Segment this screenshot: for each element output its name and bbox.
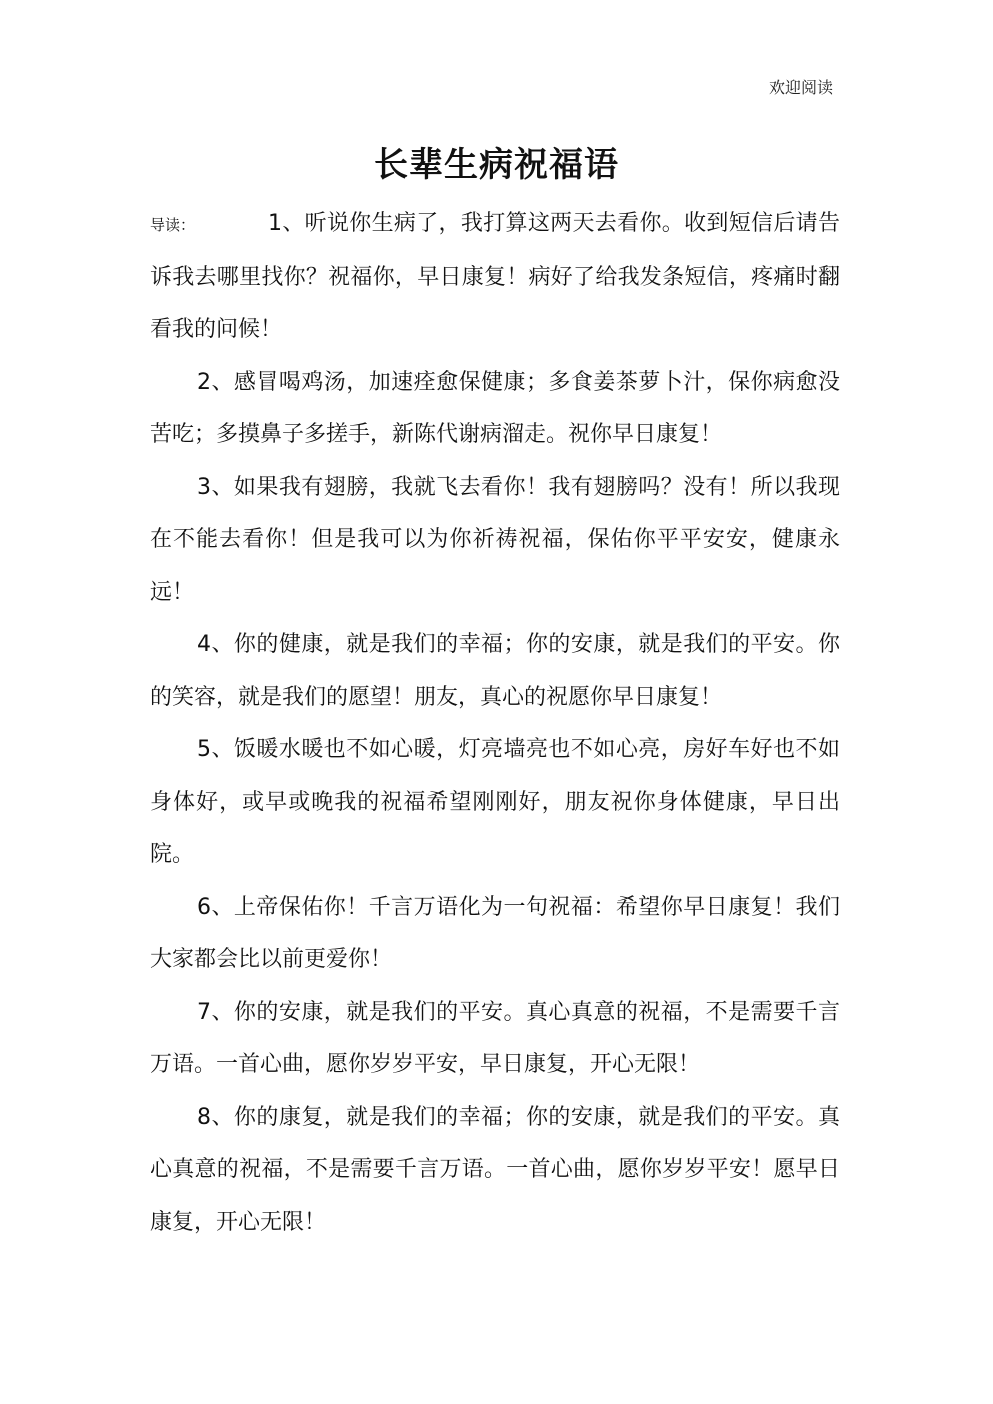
lead-label: 导读：: [150, 216, 196, 234]
paragraph-7: 7、你的安康，就是我们的平安。真心真意的祝福，不是需要千言万语。一首心曲，愿你岁岁平安，早日康复，开心无限！: [150, 999, 840, 1077]
paragraph-1: [150, 198, 840, 357]
paragraph-text: 1、听说你生病了，我打算这两天去看你。收到短信后请告诉我去哪里找你？祝福你，早日康复！病好了给我发条短信，疼痛时翻看我的问候！: [150, 211, 840, 342]
header-note: 欢迎阅读: [768, 78, 833, 97]
paragraph-5: 5、饭暖水暖也不如心暖，灯亮墙亮也不如心亮，房好车好也不如身体好，或早或晚我的祝福希望刚刚好，朋友祝你身体健康，早日出院。: [150, 737, 840, 867]
paragraph-4: 4、你的健康，就是我们的幸福；你的安康，就是我们的平安。你的笑容，就是我们的愿望！朋友，真心的祝愿你早日康复！: [150, 632, 840, 710]
paragraph-3: 3、如果我有翅膀，我就飞去看你！我有翅膀吗？没有！所以我现在不能去看你！但是我可以为你祈祷祝福，保佑你平平安安，健康永远！: [150, 474, 840, 605]
document-title: 长辈生病祝福语: [374, 145, 619, 185]
paragraph-8: 8、你的康复，就是我们的幸福；你的安康，就是我们的平安。真心真意的祝福，不是需要千言万语。一首心曲，愿你岁岁平安！愿早日康复，开心无限！: [150, 1104, 840, 1235]
document-body: [150, 198, 840, 1249]
paragraph-6: 6、上帝保佑你！千言万语化为一句祝福：希望你早日康复！我们大家都会比以前更爱你！: [150, 894, 840, 972]
paragraph-2: 2、感冒喝鸡汤，加速痊愈保健康；多食姜茶萝卜汁，保你病愈没苦吃；多摸鼻子多搓手，新陈代谢病溜走。祝你早日康复！: [150, 369, 840, 447]
